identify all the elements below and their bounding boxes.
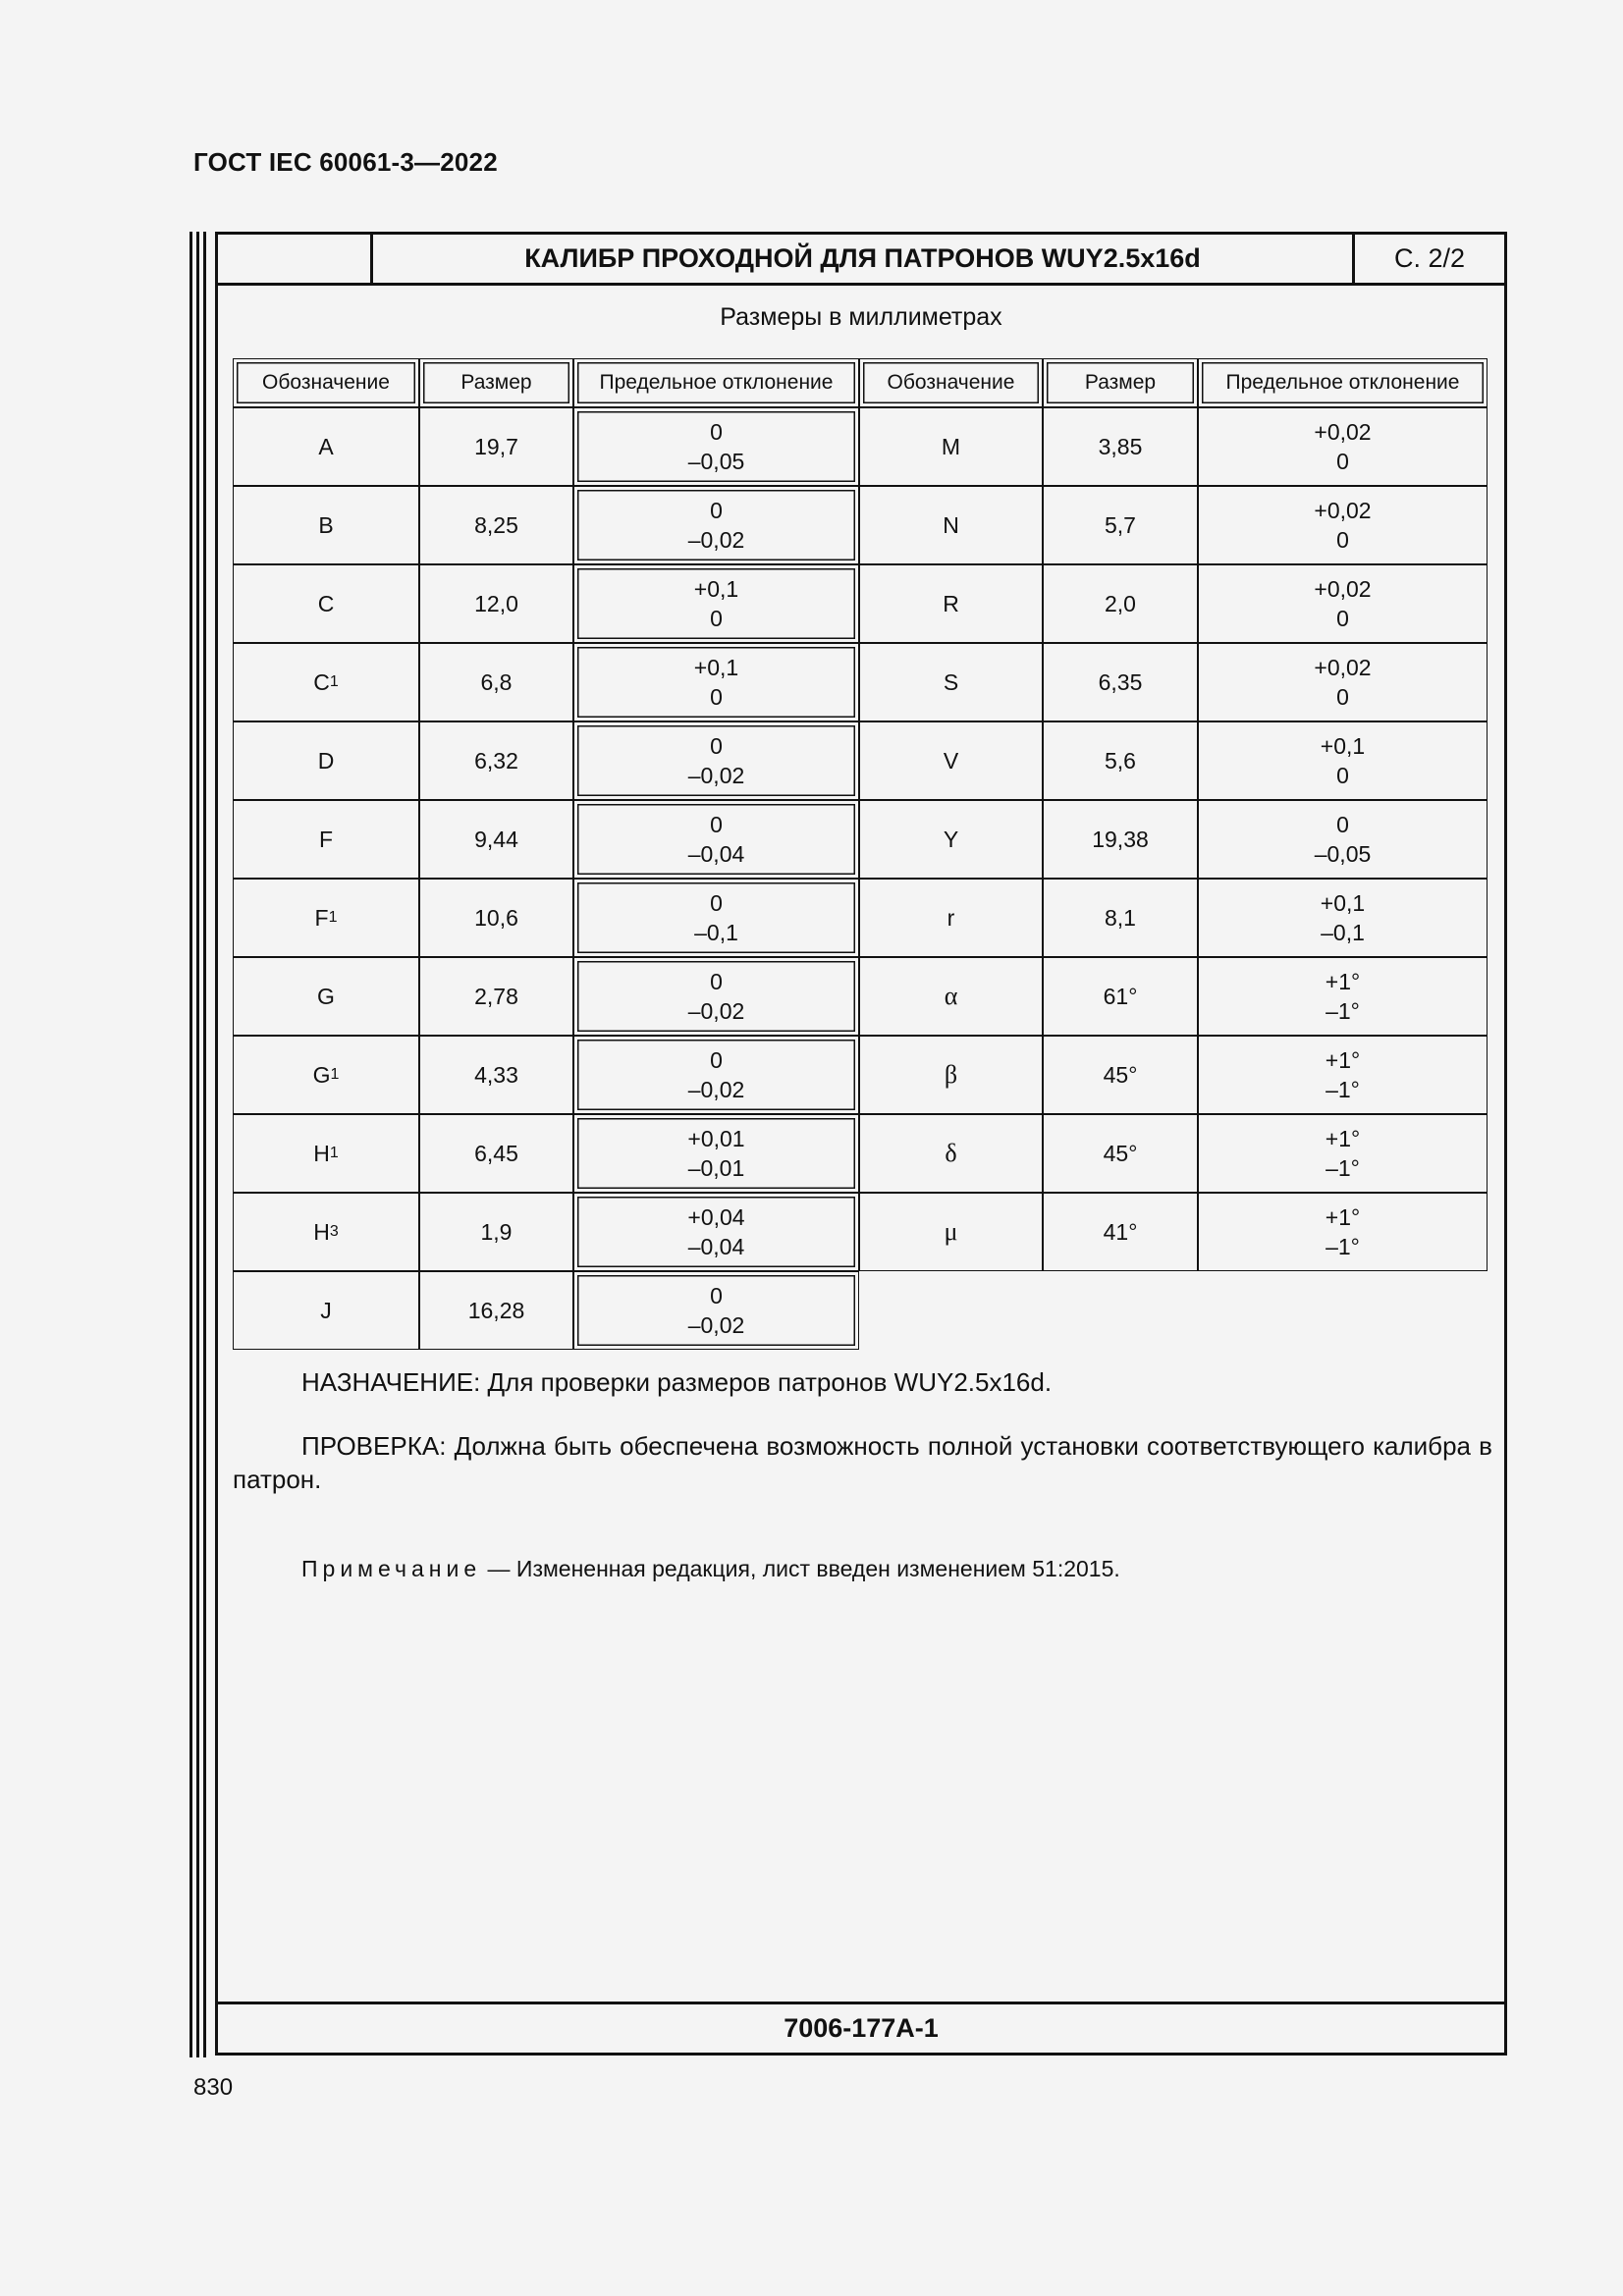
deviation-lower: –0,04 bbox=[687, 841, 745, 867]
deviation-upper: +0,01 bbox=[687, 1126, 745, 1151]
symbol: C bbox=[313, 669, 330, 695]
symbol: C bbox=[317, 591, 335, 616]
column-header: Размер bbox=[419, 358, 573, 407]
deviation-lower: –0,01 bbox=[687, 1155, 745, 1181]
symbol: M bbox=[941, 434, 961, 459]
deviation-cell bbox=[573, 564, 859, 643]
symbol: H bbox=[313, 1219, 330, 1245]
deviation-upper: +0,1 bbox=[1320, 890, 1366, 916]
symbol-cell bbox=[233, 407, 419, 486]
symbol-subscript: 1 bbox=[330, 1066, 340, 1083]
deviation-lower: –0,02 bbox=[687, 763, 745, 788]
symbol: D bbox=[317, 748, 335, 774]
deviation-lower: –0,02 bbox=[687, 998, 745, 1024]
symbol: N bbox=[943, 512, 959, 538]
deviation-lower: –0,02 bbox=[687, 1312, 745, 1338]
deviation-upper: +0,02 bbox=[1314, 576, 1372, 602]
deviation-lower: –0,04 bbox=[687, 1234, 745, 1259]
deviation-cell bbox=[1198, 721, 1488, 800]
size-cell: 1,9 bbox=[419, 1193, 573, 1271]
column-header: Обозначение bbox=[233, 358, 419, 407]
symbol-subscript: 1 bbox=[328, 909, 338, 926]
size-cell: 6,8 bbox=[419, 643, 573, 721]
size-cell: 19,38 bbox=[1043, 800, 1198, 879]
margin-lines bbox=[189, 232, 207, 2057]
deviation-cell bbox=[573, 407, 859, 486]
size-cell: 6,45 bbox=[419, 1114, 573, 1193]
sheet-title: КАЛИБР ПРОХОДНОЙ ДЛЯ ПАТРОНОВ WUY2.5x16d bbox=[373, 235, 1355, 283]
symbol-cell bbox=[233, 486, 419, 564]
symbol: μ bbox=[944, 1217, 958, 1246]
deviation-upper: 0 bbox=[710, 812, 723, 837]
deviation-upper: +1° bbox=[1325, 1126, 1361, 1151]
symbol-cell bbox=[859, 486, 1043, 564]
deviation-cell bbox=[1198, 564, 1488, 643]
size-cell: 45° bbox=[1043, 1114, 1198, 1193]
symbol-cell bbox=[233, 643, 419, 721]
symbol-cell bbox=[233, 1114, 419, 1193]
deviation-upper: 0 bbox=[710, 969, 723, 994]
deviation-upper: 0 bbox=[710, 498, 723, 523]
deviation-cell bbox=[573, 486, 859, 564]
symbol-cell bbox=[859, 564, 1043, 643]
deviation-upper: 0 bbox=[710, 1283, 723, 1308]
deviation-upper: +0,1 bbox=[693, 576, 739, 602]
column-header: Обозначение bbox=[859, 358, 1043, 407]
symbol-cell bbox=[859, 643, 1043, 721]
deviation-upper: +0,1 bbox=[693, 655, 739, 680]
note-text: — Измененная редакция, лист введен изменением 51:2015. bbox=[481, 1556, 1120, 1581]
symbol-cell bbox=[233, 800, 419, 879]
symbol-cell bbox=[233, 879, 419, 957]
symbol: G bbox=[312, 1062, 331, 1088]
symbol-cell bbox=[233, 1036, 419, 1114]
symbol: H bbox=[313, 1141, 330, 1166]
deviation-upper: 0 bbox=[710, 890, 723, 916]
size-cell: 41° bbox=[1043, 1193, 1198, 1271]
page-number: 830 bbox=[193, 2074, 234, 2101]
check-paragraph: ПРОВЕРКА: Должна быть обеспечена возможность полной установки соответствующего калибра в патрон. bbox=[233, 1431, 1492, 1494]
header-blank-cell bbox=[218, 235, 373, 283]
symbol-cell bbox=[859, 1036, 1043, 1114]
symbol-cell bbox=[859, 1114, 1043, 1193]
symbol-cell bbox=[859, 721, 1043, 800]
symbol: B bbox=[318, 512, 334, 538]
dimensions-table bbox=[233, 358, 1488, 1350]
deviation-cell bbox=[573, 800, 859, 879]
sheet-footer-code: 7006-177A-1 bbox=[218, 2002, 1504, 2053]
deviation-cell bbox=[1198, 1193, 1488, 1271]
deviation-cell bbox=[573, 721, 859, 800]
deviation-lower: –1° bbox=[1325, 998, 1360, 1024]
deviation-cell bbox=[573, 1114, 859, 1193]
size-cell: 4,33 bbox=[419, 1036, 573, 1114]
size-cell: 12,0 bbox=[419, 564, 573, 643]
deviation-upper: +1° bbox=[1325, 969, 1361, 994]
purpose-paragraph: НАЗНАЧЕНИЕ: Для проверки размеров патронов WUY2.5x16d. bbox=[301, 1367, 1053, 1397]
size-cell: 6,35 bbox=[1043, 643, 1198, 721]
deviation-cell bbox=[1198, 800, 1488, 879]
symbol: α bbox=[944, 982, 958, 1010]
symbol-cell bbox=[859, 879, 1043, 957]
symbol-cell bbox=[859, 957, 1043, 1036]
size-cell: 2,0 bbox=[1043, 564, 1198, 643]
deviation-cell bbox=[573, 643, 859, 721]
symbol-cell bbox=[233, 1193, 419, 1271]
deviation-upper: +0,02 bbox=[1314, 419, 1372, 445]
size-cell: 9,44 bbox=[419, 800, 573, 879]
symbol: A bbox=[318, 434, 334, 459]
note-label: Примечание bbox=[301, 1556, 482, 1581]
symbol: J bbox=[320, 1298, 332, 1323]
deviation-cell bbox=[1198, 879, 1488, 957]
deviation-cell bbox=[573, 1271, 859, 1350]
column-header: Размер bbox=[1043, 358, 1198, 407]
units-note: Размеры в миллиметрах bbox=[720, 303, 1002, 331]
symbol: r bbox=[947, 905, 955, 931]
symbol-cell bbox=[233, 721, 419, 800]
deviation-cell bbox=[573, 879, 859, 957]
deviation-upper: +1° bbox=[1325, 1047, 1361, 1073]
deviation-cell bbox=[1198, 643, 1488, 721]
deviation-cell bbox=[1198, 1036, 1488, 1114]
deviation-lower: –0,02 bbox=[687, 1077, 745, 1102]
deviation-lower: –0,05 bbox=[1314, 841, 1372, 867]
sheet-frame bbox=[215, 232, 1507, 2056]
size-cell: 2,78 bbox=[419, 957, 573, 1036]
note bbox=[301, 1556, 1120, 1582]
symbol: β bbox=[944, 1060, 958, 1089]
deviation-upper: +0,04 bbox=[687, 1204, 745, 1230]
deviation-lower: 0 bbox=[1336, 449, 1349, 474]
deviation-lower: 0 bbox=[1336, 527, 1349, 553]
deviation-lower: 0 bbox=[710, 684, 723, 710]
deviation-cell bbox=[573, 1036, 859, 1114]
symbol: δ bbox=[945, 1139, 957, 1167]
size-cell: 16,28 bbox=[419, 1271, 573, 1350]
symbol-cell bbox=[859, 1193, 1043, 1271]
symbol: S bbox=[943, 669, 959, 695]
symbol-cell bbox=[859, 407, 1043, 486]
deviation-lower: –1° bbox=[1325, 1077, 1360, 1102]
deviation-lower: –0,1 bbox=[694, 920, 738, 945]
symbol-cell bbox=[233, 1271, 419, 1350]
deviation-cell bbox=[1198, 407, 1488, 486]
deviation-lower: –0,02 bbox=[687, 527, 745, 553]
symbol-cell bbox=[859, 800, 1043, 879]
deviation-lower: 0 bbox=[1336, 684, 1349, 710]
deviation-lower: 0 bbox=[1336, 763, 1349, 788]
sheet-page-ref: С. 2/2 bbox=[1393, 243, 1466, 273]
size-cell: 19,7 bbox=[419, 407, 573, 486]
size-cell: 61° bbox=[1043, 957, 1198, 1036]
sheet-header bbox=[218, 235, 1504, 286]
column-header: Предельное отклонение bbox=[573, 358, 859, 407]
symbol: R bbox=[943, 591, 959, 616]
document-code: ГОСТ IEC 60061-3—2022 bbox=[193, 147, 498, 177]
deviation-upper: +0,02 bbox=[1314, 655, 1372, 680]
deviation-lower: 0 bbox=[1336, 606, 1349, 631]
deviation-cell bbox=[573, 1193, 859, 1271]
size-cell: 5,6 bbox=[1043, 721, 1198, 800]
deviation-upper: +0,1 bbox=[1320, 733, 1366, 759]
deviation-cell bbox=[1198, 486, 1488, 564]
symbol: F bbox=[314, 905, 329, 931]
symbol: G bbox=[317, 984, 335, 1009]
deviation-cell bbox=[573, 957, 859, 1036]
size-cell: 45° bbox=[1043, 1036, 1198, 1114]
deviation-lower: –1° bbox=[1325, 1155, 1360, 1181]
size-cell: 6,32 bbox=[419, 721, 573, 800]
symbol-cell bbox=[233, 564, 419, 643]
size-cell: 8,1 bbox=[1043, 879, 1198, 957]
symbol: F bbox=[318, 827, 334, 852]
deviation-upper: 0 bbox=[710, 1047, 723, 1073]
deviation-cell bbox=[1198, 1114, 1488, 1193]
size-cell: 3,85 bbox=[1043, 407, 1198, 486]
size-cell: 5,7 bbox=[1043, 486, 1198, 564]
symbol: V bbox=[943, 748, 959, 774]
deviation-lower: 0 bbox=[710, 606, 723, 631]
size-cell: 10,6 bbox=[419, 879, 573, 957]
deviation-upper: +1° bbox=[1325, 1204, 1361, 1230]
column-header: Предельное отклонение bbox=[1198, 358, 1488, 407]
deviation-upper: 0 bbox=[1336, 812, 1349, 837]
symbol-subscript: 1 bbox=[329, 673, 339, 690]
symbol-cell bbox=[233, 957, 419, 1036]
deviation-lower: –0,05 bbox=[687, 449, 745, 474]
deviation-lower: –1° bbox=[1325, 1234, 1360, 1259]
deviation-upper: 0 bbox=[710, 419, 723, 445]
deviation-cell bbox=[1198, 957, 1488, 1036]
deviation-upper: 0 bbox=[710, 733, 723, 759]
size-cell: 8,25 bbox=[419, 486, 573, 564]
deviation-lower: –0,1 bbox=[1321, 920, 1365, 945]
deviation-upper: +0,02 bbox=[1314, 498, 1372, 523]
symbol-subscript: 3 bbox=[329, 1223, 339, 1240]
symbol: Y bbox=[943, 827, 959, 852]
symbol-subscript: 1 bbox=[329, 1145, 339, 1161]
